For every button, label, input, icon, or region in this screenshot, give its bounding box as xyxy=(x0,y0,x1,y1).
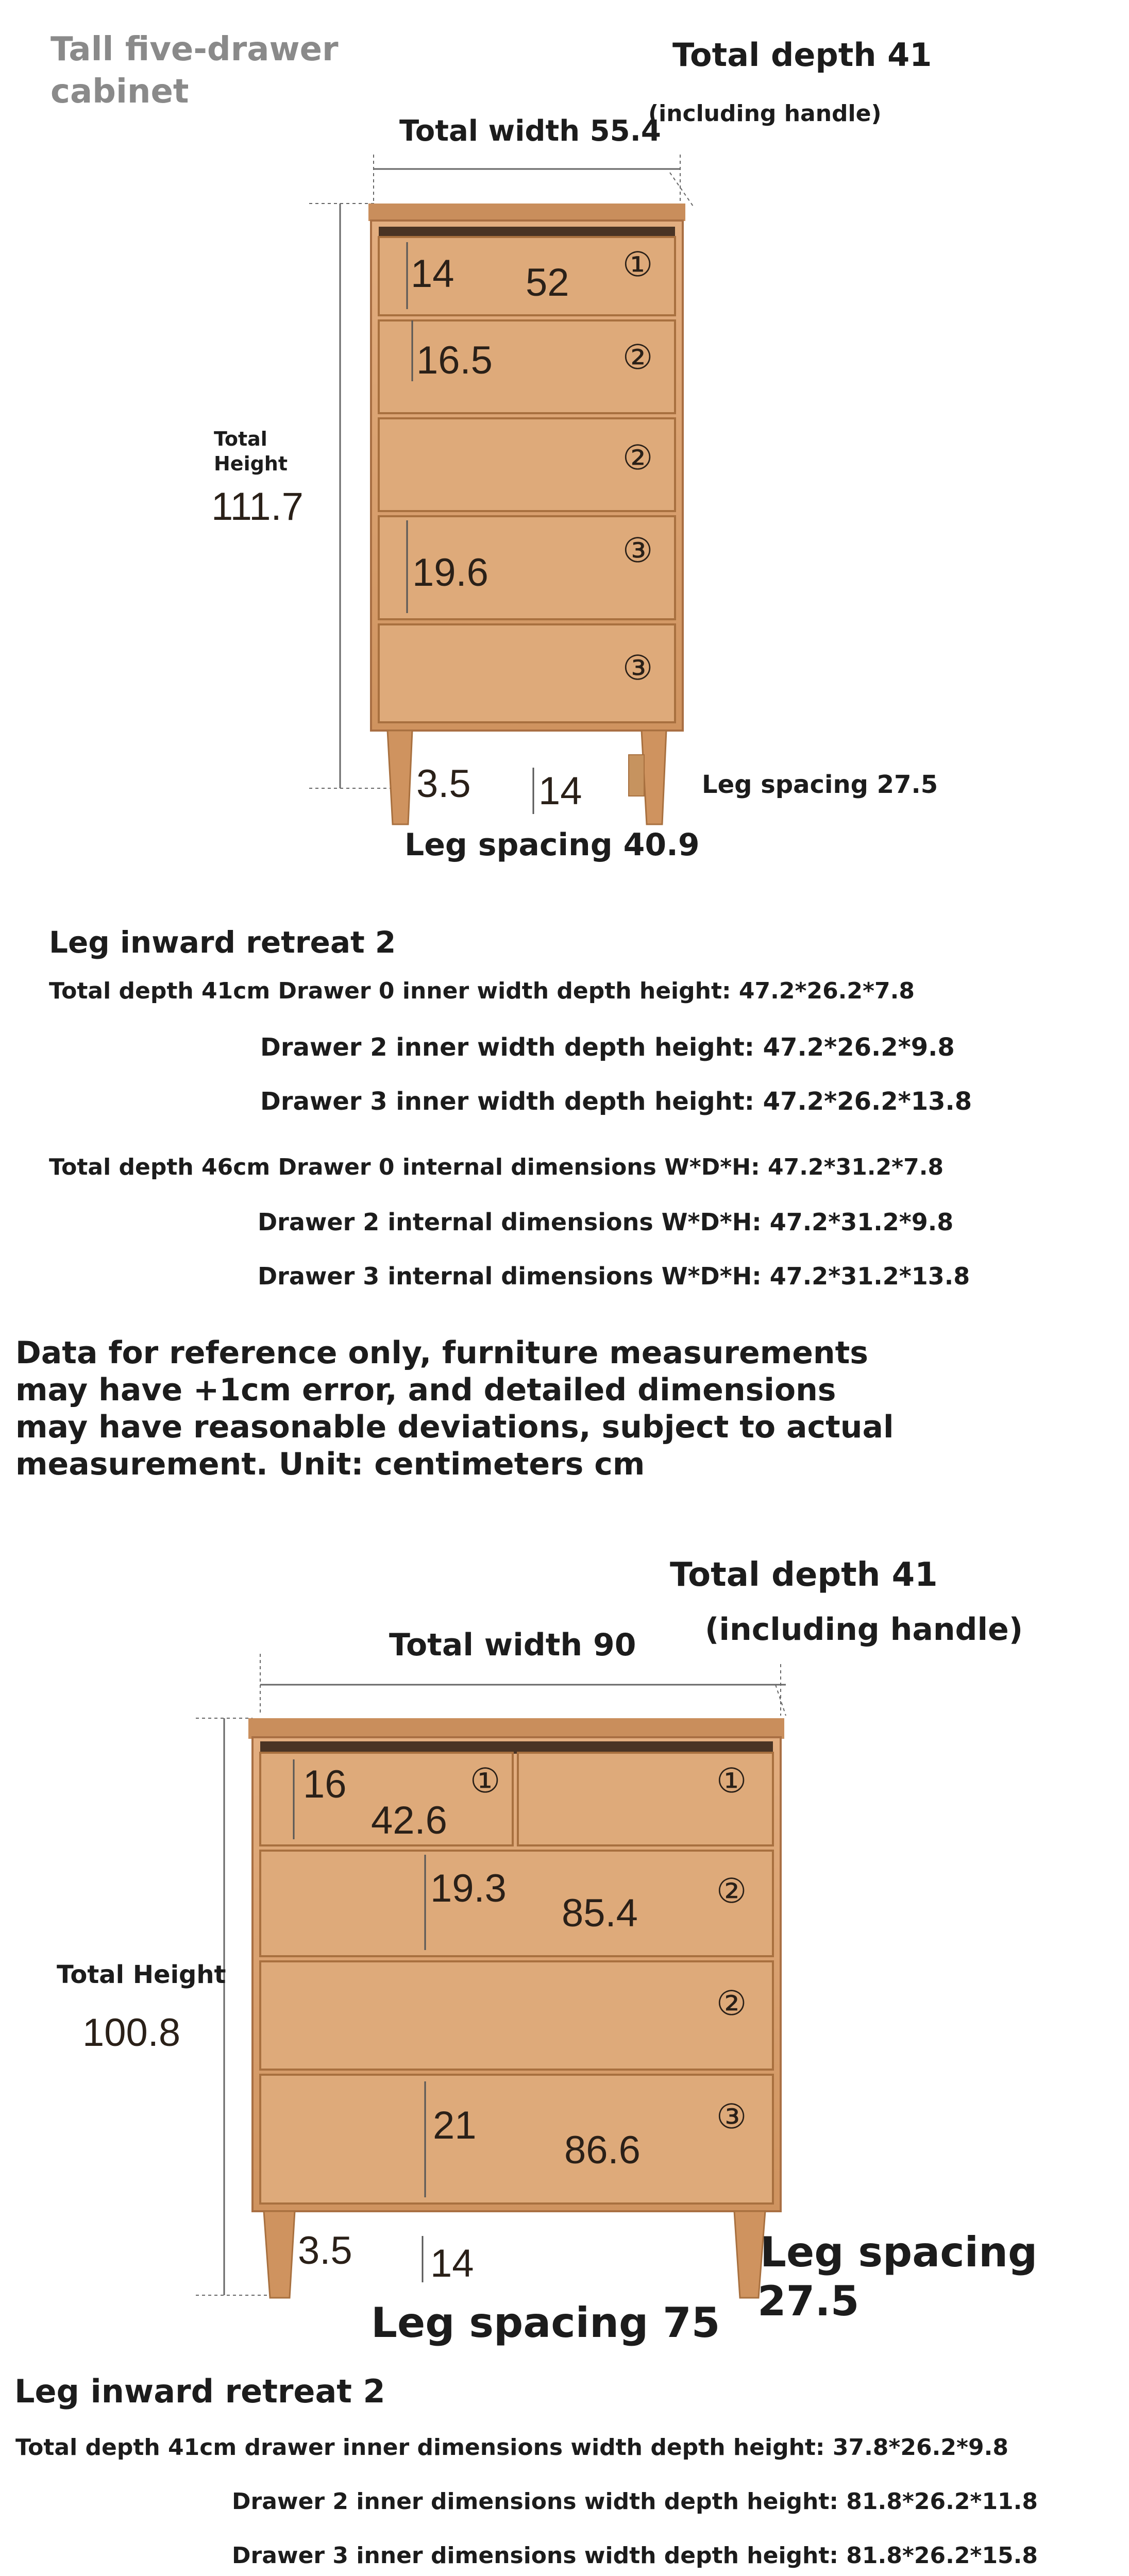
cabinet2-top-panel xyxy=(248,1718,784,1739)
page-title: Tall five-drawer cabinet xyxy=(50,30,339,111)
spec-line-5: Drawer 2 internal dimensions W*D*H: 47.2*31.2*9.8 xyxy=(258,1208,954,1236)
cabinet-top-panel xyxy=(368,204,685,221)
including-handle-label: (including handle) xyxy=(648,100,882,127)
drawer-2-height: 16.5 xyxy=(416,338,493,382)
leg2-left-offset: 3.5 xyxy=(298,2229,352,2273)
leg-retreat-label: Leg inward retreat 2 xyxy=(49,925,396,960)
note-line-4: measurement. Unit: centimeters cm xyxy=(15,1446,645,1482)
spec-line-6: Drawer 3 internal dimensions W*D*H: 47.2*31.2*13.8 xyxy=(258,1262,970,1290)
total-depth-label: Total depth 41 xyxy=(672,36,932,74)
leg2-spacing-side-2: 27.5 xyxy=(757,2277,860,2325)
wide-cabinet-drawing xyxy=(196,1654,786,2298)
total-height-value-2: 100.8 xyxy=(82,2011,181,2055)
leg-left xyxy=(387,731,412,824)
leg-right xyxy=(642,731,666,824)
including-handle-label-2: (including handle) xyxy=(705,1612,1023,1648)
total-height-value: 111.7 xyxy=(211,485,304,529)
drawer2-2-height: 19.3 xyxy=(430,1867,507,1910)
drawer2-4-width: 86.6 xyxy=(564,2128,641,2172)
note-line-2: may have +1cm error, and detailed dimensions xyxy=(15,1372,836,1408)
drawer2-4 xyxy=(260,2075,773,2204)
drawer-1-number: ① xyxy=(622,245,653,283)
drawer2-2 xyxy=(260,1851,773,1956)
drawer2-4-height: 21 xyxy=(433,2104,477,2147)
total-height-label-2: Total Height xyxy=(57,1960,226,1989)
total-depth-label-2: Total depth 41 xyxy=(670,1556,938,1594)
drawer-3-number: ② xyxy=(622,438,653,477)
spec2-line-3: Drawer 3 inner dimensions width depth height: 81.8*26.2*15.8 xyxy=(232,2543,1038,2569)
leg2-mid-value: 14 xyxy=(430,2242,474,2285)
drawer2-1-right-number: ① xyxy=(716,1761,747,1800)
leg-spacing-bottom: Leg spacing 40.9 xyxy=(405,827,700,863)
drawer2-4-number: ③ xyxy=(716,2097,747,2136)
leg2-spacing-side-1: Leg spacing xyxy=(760,2228,1038,2276)
leg2-left xyxy=(264,2211,295,2298)
note-line-3: may have reasonable deviations, subject to actual xyxy=(15,1409,894,1445)
leg-mid-value: 14 xyxy=(538,769,582,813)
drawer2-1-width: 42.6 xyxy=(371,1799,447,1842)
drawer2-3 xyxy=(260,1961,773,2070)
spec-line-1: Total depth 41cm Drawer 0 inner width depth height: 47.2*26.2*7.8 xyxy=(49,978,915,1004)
drawer2-2-number: ② xyxy=(716,1872,747,1910)
total-width-label: Total width 55.4 xyxy=(399,114,661,148)
drawer2-1-height: 16 xyxy=(303,1762,347,1806)
leg2-retreat-label: Leg inward retreat 2 xyxy=(14,2372,385,2410)
drawer-1-height: 14 xyxy=(411,252,454,296)
drawer-5-number: ③ xyxy=(622,649,653,687)
spec-line-2: Drawer 2 inner width depth height: 47.2*26.2*9.8 xyxy=(260,1033,955,1062)
drawer2-2-width: 85.4 xyxy=(562,1891,638,1935)
drawer-4-height: 19.6 xyxy=(412,551,488,595)
total-height-label: Total Height xyxy=(214,428,288,475)
leg2-spacing-bottom: Leg spacing 75 xyxy=(371,2299,720,2347)
leg-spacing-side: Leg spacing 27.5 xyxy=(702,770,938,799)
total-width-label-2: Total width 90 xyxy=(389,1627,636,1663)
drawer-4-number: ③ xyxy=(622,531,653,569)
leg-left-offset: 3.5 xyxy=(416,762,471,806)
drawer2-1-left-number: ① xyxy=(470,1761,501,1800)
spec2-line-2: Drawer 2 inner dimensions width depth height: 81.8*26.2*11.8 xyxy=(232,2488,1038,2515)
drawer-1-width: 52 xyxy=(526,261,569,304)
spec2-line-1: Total depth 41cm drawer inner dimensions width depth height: 37.8*26.2*9.8 xyxy=(15,2434,1008,2461)
note-line-1: Data for reference only, furniture measurements xyxy=(15,1335,869,1371)
drawer2-3-number: ② xyxy=(716,1984,747,2022)
spec-line-3: Drawer 3 inner width depth height: 47.2*26.2*13.8 xyxy=(260,1087,972,1116)
drawer-2-number: ② xyxy=(622,338,653,376)
spec-line-4: Total depth 46cm Drawer 0 internal dimensions W*D*H: 47.2*31.2*7.8 xyxy=(49,1154,944,1180)
